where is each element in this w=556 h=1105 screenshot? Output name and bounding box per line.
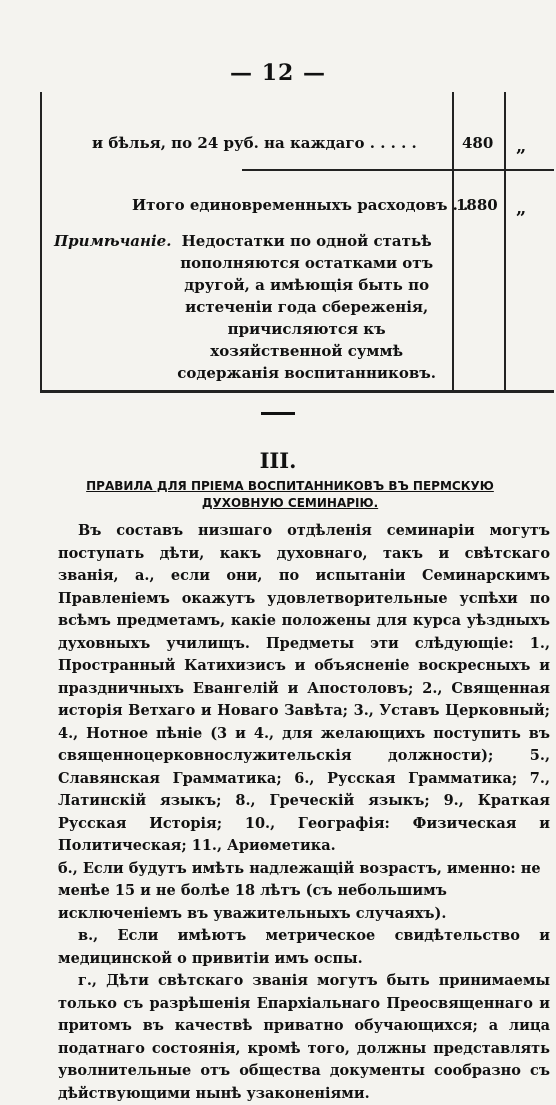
total-rule: [242, 169, 554, 171]
footnote: [54, 230, 452, 384]
footnote-text: Недостатки по одной статьѣ пополняются остатками отъ другой, а имѣющія быть по истеченіи года сбереженія, причисляются къ хозяйственной суммѣ содержанія воспитанниковъ.: [177, 232, 437, 382]
expense-table: [40, 92, 554, 393]
total-label: Итого единовременныхъ расходовъ . .: [132, 196, 469, 214]
total-amount: 1880: [456, 196, 498, 214]
row-description: и бѣлья, по 24 руб. на каждаго . . . . .: [92, 134, 417, 152]
paragraph-b: б., Если будутъ имѣть надлежащій возрастъ, именно: не менѣе 15 и не болѣе 18 лѣтъ (съ небольшимъ исключеніемъ въ уважительныхъ случаяхъ).: [58, 859, 541, 922]
paragraph-v: в., Если имѣютъ метрическое свидѣтельство и медицинской о привитіи имъ оспы.: [58, 927, 550, 967]
section-divider: [261, 412, 295, 415]
paragraph-g: г., Дѣти свѣтскаго званія могутъ быть принимаемы только съ разрѣшенія Епархіальнаго Преосвященнаго и притомъ въ качествѣ приватно обучающихся; а лица податнаго состоянія, кромѣ того, должны представлять уволнительные отъ общества документы сообразно съ дѣйствующими нынѣ узаконеніями.: [58, 972, 550, 1102]
footnote-label: Примѣчаніе.: [54, 232, 172, 250]
page-number: — 12 —: [230, 60, 326, 86]
total-ditto-mark: „: [516, 198, 527, 219]
row-ditto-mark: „: [516, 136, 527, 157]
section-number: III.: [259, 448, 297, 473]
body-text: [58, 520, 550, 1105]
amount-column-rule: [452, 92, 454, 390]
paragraph-intro: Въ составъ низшаго отдѣленія семинаріи могутъ поступать дѣти, какъ духовнаго, такъ и свѣтскаго званія, а., если они, по испытаніи Семинарскимъ Правленіемъ окажутъ удовлетворительные успѣхи по всѣмъ предметамъ, какіе положены для курса уѣздныхъ духовныхъ училищъ. Предметы эти слѣдующіе: 1., Пространный Катихизисъ и объясненіе воскресныхъ и праздничныхъ Евангелій и Апостоловъ; 2., Священная исторія Ветхаго и Новаго Завѣта; 3., Уставъ Церковный; 4., Нотное пѣніе (3 и 4., для желающихъ поступить въ священноцерковнослужительскія должности); 5., Славянская Грамматика; 6., Русская Грамматика; 7., Латинскій языкъ; 8., Греческій языкъ; 9., Краткая Русская Исторія; 10., Географія: Физическая и Политическая; 11., Ариѳметика.: [58, 522, 550, 854]
section-title: ПРАВИЛА ДЛЯ ПРІЕМА ВОСПИТАННИКОВЪ ВЪ ПЕРМСКУЮ ДУХОВНУЮ СЕМИНАРІЮ.: [86, 479, 494, 510]
ditto-column-rule: [504, 92, 506, 390]
row-amount: 480: [462, 134, 494, 152]
